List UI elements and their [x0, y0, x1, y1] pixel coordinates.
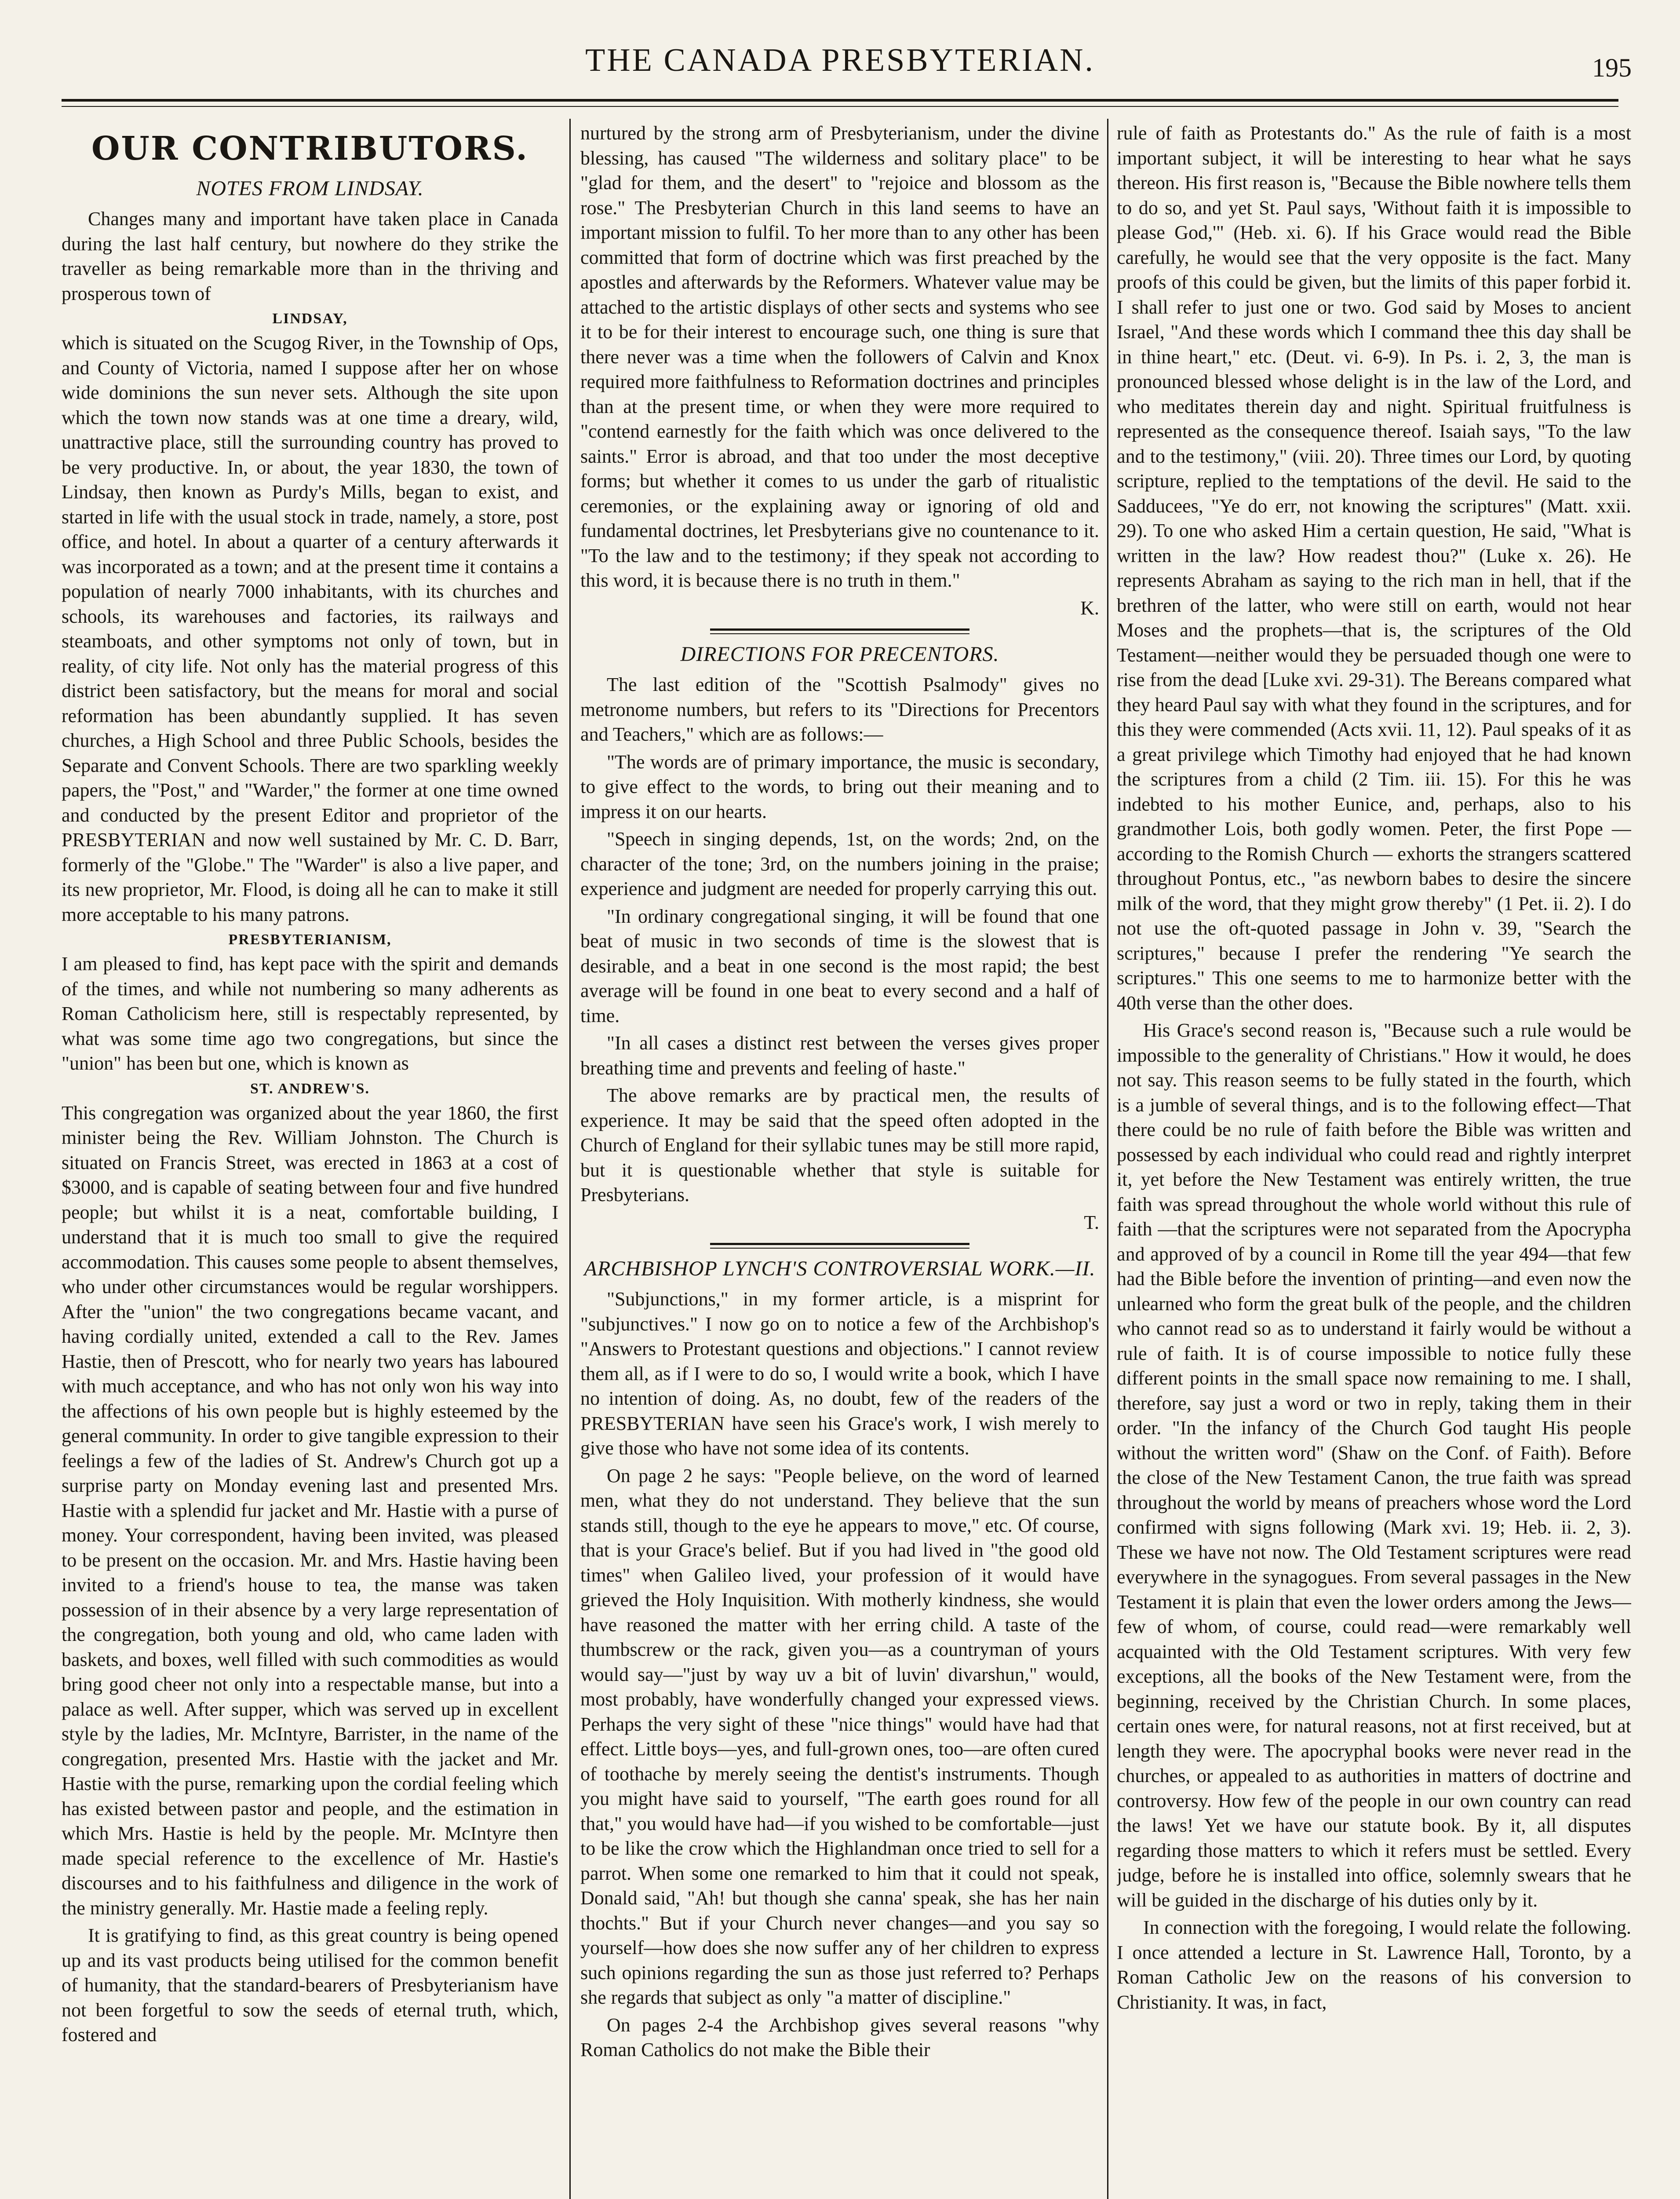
- column-2: [580, 121, 1099, 2199]
- paragraph: "Subjunctions," in my former article, is a misprint for "subjunctives." I now go on to notice a few of the Archbishop's "Answers to Protestant questions and objections." I cannot review them all, as if I were to do so, I would write a book, which I have no intention of doing. As, no doubt, few of the readers of the PRESBYTERIAN have seen his Grace's work, I wish merely to give those who have not some idea of its contents.: [580, 1288, 1099, 1459]
- paragraph: "In ordinary congregational singing, it will be found that one beat of music in two seconds of time is the slowest that is desirable, and a beat in one second is the most rapid; the best average will be found in one beat to every second and a half of time.: [580, 905, 1099, 1026]
- paragraph: The last edition of the "Scottish Psalmody" gives no metronome numbers, but refers to its "Directions for Precentors and Teachers," which are as follows:—: [580, 674, 1099, 745]
- masthead: [0, 0, 1680, 101]
- column-1: [62, 121, 558, 2199]
- subheading-lindsay: LINDSAY,: [272, 310, 348, 327]
- section-title: OUR CONTRIBUTORS.: [91, 130, 529, 168]
- paragraph: nurtured by the strong arm of Presbyterianism, under the divine blessing, has caused "The wilderness and solitary place" to be "glad for them, and the desert" to "rejoice and blossom as the rose." The Presbyterian Church in this land seems to have an important mission to fulfil. To her more than to any other has been committed that form of doctrine which was first preached by the apostles and afterwards by the Reformers. Whatever value may be attached to the artistic displays of other sects and systems who see it to be for their interest to encourage such, one thing is sure that there never was a time when the followers of Calvin and Knox required more faithfulness to Reformation doctrines and principles than at the present time, or when they were more required to "contend earnestly for the faith which was once delivered to the saints." Error is abroad, and that too under the most deceptive forms; but whether it comes to us under the garb of ritualistic ceremonies, or the explaining away or ignoring of old and fundamental doctrines, let Presbyterians give no countenance to it. "To the law and to the testimony; if they speak not according to this word, it is because there is no truth in them.": [580, 122, 1099, 591]
- paragraph: On page 2 he says: "People believe, on the word of learned men, what they do not understand. They believe that the sun stands still, though to the eye he appears to move," etc. Of course, that is your Grace's belief. But if you had lived in "the good old times" when Galileo lived, your profession of it would have grieved the Holy Inquisition. With motherly kindness, she would have reasoned the matter with her erring child. A taste of the thumbscrew or the rack, given you—as a countryman of yours would say—"just by way uv a bit of luvin' divarshun," would, most probably, have wonderfully changed your expressed views. Perhaps the very sight of these "nice things" would have had that effect. Little boys—yes, and full-grown ones, too—are often cured of toothache by merely seeing the dentist's instruments. Though you might have said to yourself, "The earth goes round for all that," you would have had—if you wished to be comfortable—just to be like the crow which the Highlandman once tried to sell for a parrot. When some one remarked to him that it could not speak, Donald said, "Ah! but though she canna' speak, she has her nain thochts." But if your Church never changes—and you say so yourself—how does she now suffer any of her children to express such opinions regarding the sun as those just referred to? Perhaps she regards that subject as only "a matter of discipline.": [580, 1465, 1099, 2008]
- column-divider-1: [569, 119, 571, 2199]
- paragraph: This congregation was organized about the year 1860, the first minister being the Rev. William Johnston. The Church is situated on Francis Street, was erected in 1863 at a cost of $3000, and is capable of seating between four and five hundred people; but whilst it is a neat, comfortable building, I understand that it is much too small to give the required accommodation. This causes some people to absent themselves, who under other circumstances would be regular worshippers. After the "union" the two congregations became vacant, and having cordially united, extended a call to the Rev. James Hastie, then of Prescott, who for nearly two years has laboured with much acceptance, and who has not only won his way into the affections of his own people but is highly esteemed by the general community. In order to give tangible expression to their feelings a few of the ladies of St. Andrew's Church got up a surprise party on Monday evening last and presented Mrs. Hastie with a splendid fur jacket and Mr. Hastie with a purse of money. Your correspondent, having been invited, was pleased to be present on the occasion. Mr. and Mrs. Hastie having been invited to a friend's house to tea, the manse was taken possession of in their absence by a very large representation of the congregation, both young and old, who came laden with baskets, and boxes, well filled with such commodities as would bring good cheer not only into a respectable manse, but into a palace as well. After supper, which was served up in excellent style by the ladies, Mr. McIntyre, Barrister, in the name of the congregation, presented Mrs. Hastie with the jacket and Mr. Hastie with the purse, remarking upon the cordial feeling which has existed between pastor and people, and the estimation in which Mrs. Hastie is held by the people. Mr. McIntyre then made special reference to the excellence of Mr. Hastie's discourses and to his faithfulness and diligence in the work of the ministry generally. Mr. Hastie made a feeling reply.: [62, 1102, 558, 1919]
- paragraph: It is gratifying to find, as this great country is being opened up and its vast products being utilised for the common benefit of humanity, that the standard-bearers of Presbyterianism have not been forgetful to sow the seeds of eternal truth, which, fostered and: [62, 1925, 558, 2046]
- subheading-presbyterianism: PRESBYTERIANISM,: [228, 931, 392, 948]
- article-title-directions-for-precentors: DIRECTIONS FOR PRECENTORS.: [680, 643, 999, 666]
- header-rule: [62, 99, 1618, 107]
- article-title-notes-from-lindsay: NOTES FROM LINDSAY.: [196, 177, 424, 200]
- paragraph: On pages 2-4 the Archbishop gives several reasons "why Roman Catholics do not make the Bible their: [580, 2014, 1099, 2060]
- article-separator: [710, 628, 969, 634]
- paragraph: His Grace's second reason is, "Because such a rule would be impossible to the generality of Christians." How it would, he does not say. This reason seems to be fully stated in the fourth, which is a jumble of several things, and is to the following effect—That there could be no rule of faith before the Bible was written and possessed by each individual who could read and rightly interpret it, yet before the New Testament was entirely written, the true faith was spread throughout the whole world without this rule of faith —that the scriptures were not separated from the Apocrypha and approved of by a council in Rome till the year 494—that few had the Bible before the invention of printing—and even now the unlearned who form the great bulk of the people, and the children who cannot read so as to understand it fairly would be without a rule of faith. It is of course impossible to notice fully these different points in the small space now remaining to me. I shall, therefore, say just a word or two in reply, taking them in their order. "In the infancy of the Church God taught His people without the written word" (Shaw on the Conf. of Faith). Before the close of the New Testament Canon, the true faith was spread throughout the world by means of preachers whose word the Lord confirmed with signs following (Mark xvi. 19; Heb. ii. 2, 3). These we have not now. The Old Testament scriptures were read everywhere in the synagogues. From several passages in the New Testament it is plain that even the lower orders among the Jews—few of whom, of course, could read—were remarkably well acquainted with the Old Testament scriptures. With very few exceptions, all the books of the New Testament were, from the beginning, received by the Christian Church. In some places, certain ones were, for natural reasons, not at first received, but at length they were. The apocryphal books were never read in the churches, or appealed to as authorities in matters of doctrine and controversy. How few of the people in our own country can read the laws! Yet we have our statute book. By it, all disputes regarding those matters to which it refers must be settled. Every judge, before he is installed into office, solemnly swears that he will be guided in the discharge of his duties only by it.: [1117, 1019, 1631, 1911]
- paragraph: which is situated on the Scugog River, in the Township of Ops, and County of Victoria, named I suppose after her on whose wide dominions the sun never sets. Although the site upon which the town now stands was at one time a dreary, wild, unattractive place, still the surrounding country has proved to be very productive. In, or about, the year 1830, the town of Lindsay, then known as Purdy's Mills, began to exist, and started in life with the usual stock in trade, namely, a store, post office, and hotel. In about a quarter of a century afterwards it was incorporated as a town; and at the present time it contains a population of nearly 7000 inhabitants, with its churches and schools, its warehouses and factories, its railways and steamboats, and other symptoms not only of town, but in reality, of city life. Not only has the material progress of this district been satisfactory, but the means for moral and social reformation has been abundantly supplied. It has seven churches, a High School and three Public Schools, besides the Separate and Convent Schools. There are two sparkling weekly papers, the "Post," and "Warder," the former at one time owned and conducted by the present Editor and proprietor of the PRESBYTERIAN and now well sustained by Mr. C. D. Barr, formerly of the "Globe." The "Warder" is also a live paper, and its new proprietor, Mr. Flood, is doing all he can to make it still more acceptable to his many patrons.: [62, 332, 558, 925]
- newspaper-title: THE CANADA PRESBYTERIAN.: [585, 42, 1095, 78]
- column-divider-2: [1107, 119, 1108, 2199]
- paragraph: Changes many and important have taken place in Canada during the last half century, but nowhere do they strike the traveller as being remarkable more than in the thriving and prosperous town of: [62, 208, 558, 304]
- paragraph: rule of faith as Protestants do." As the rule of faith is a most important subject, it will be interesting to hear what he says thereon. His first reason is, "Because the Bible nowhere tells them to do so, and yet St. Paul says, 'Without faith it is impossible to please God,'" (Heb. xi. 6). If his Grace would read the Bible carefully, he would see that the very opposite is the fact. Many proofs of this could be given, but the limits of this paper forbid it. I shall refer to just one or two. God said by Moses to ancient Israel, "And these words which I command thee this day shall be in thine heart," etc. (Deut. vi. 6-9). In Ps. i. 2, 3, the man is pronounced blessed whose delight is in the law of the Lord, and who meditates therein day and night. Spiritual fruitfulness is represented as the consequence thereof. Isaiah says, "To the law and to the testimony," (viii. 20). Three times our Lord, by quoting scripture, replied to the temptations of the devil. He said to the Sadducees, "Ye do err, not knowing the scriptures" (Matt. xxii. 29). To one who asked Him a certain question, He said, "What is written in the law? How readest thou?" (Luke x. 26). He represents Abraham as saying to the rich man in hell, that if the brethren of the latter, who were still on earth, would not hear Moses and the prophets—that is, the scriptures of the Old Testament—neither would they be persuaded though one were to rise from the dead [Luke xvi. 29-31). The Bereans compared what they heard Paul say with what they found in the scriptures, and for this they were commended (Acts xvii. 11, 12). Paul speaks of it as a great privilege which Timothy had enjoyed that he had known the scriptures from a child (2 Tim. iii. 15). For this he was indebted to his mother Eunice, and, perhaps, also to his grandmother Lois, both godly women. Peter, the first Pope — according to the Romish Church — exhorts the strangers scattered throughout Pontus, etc., "as newborn babes to desire the sincere milk of the word, that they might grow thereby" (1 Pet. ii. 2). I do not use the oft-quoted passage in John v. 39, "Search the scriptures," because I prefer the rendering "Ye search the scriptures." This one seems to me to harmonize better with the 40th verse than the other does.: [1117, 122, 1631, 1014]
- paragraph: "In all cases a distinct rest between the verses gives proper breathing time and prevents and feeling of haste.": [580, 1032, 1099, 1079]
- signature: K.: [1080, 597, 1099, 619]
- paragraph: In connection with the foregoing, I would relate the following. I once attended a lecture in St. Lawrence Hall, Toronto, by a Roman Catholic Jew on the reasons of his conversion to Christianity. It was, in fact,: [1117, 1917, 1631, 2013]
- paragraph: I am pleased to find, has kept pace with the spirit and demands of the times, and while not numbering so many adherents as Roman Catholicism here, still is respectably represented, by what was some time ago two congregations, but since the "union" has been but one, which is known as: [62, 953, 558, 1074]
- paragraph: "The words are of primary importance, the music is secondary, to give effect to the words, to bring out their meaning and to impress it on our hearts.: [580, 751, 1099, 822]
- paragraph: The above remarks are by practical men, the results of experience. It may be said that the speed often adopted in the Church of England for their syllabic tunes may be still more rapid, but it is questionable whether that style is suitable for Presbyterians.: [580, 1085, 1099, 1205]
- subheading-st-andrews: ST. ANDREW'S.: [250, 1080, 370, 1097]
- article-title-archbishop-lynch: ARCHBISHOP LYNCH'S CONTROVERSIAL WORK.—II.: [584, 1257, 1096, 1280]
- signature: T.: [1084, 1211, 1099, 1233]
- paragraph: "Speech in singing depends, 1st, on the words; 2nd, on the character of the tone; 3rd, on the numbers joining in the praise; experience and judgment are needed for properly carrying this out.: [580, 828, 1099, 899]
- page-number: 195: [1592, 53, 1632, 82]
- article-separator: [710, 1243, 969, 1249]
- column-3: [1117, 121, 1631, 2199]
